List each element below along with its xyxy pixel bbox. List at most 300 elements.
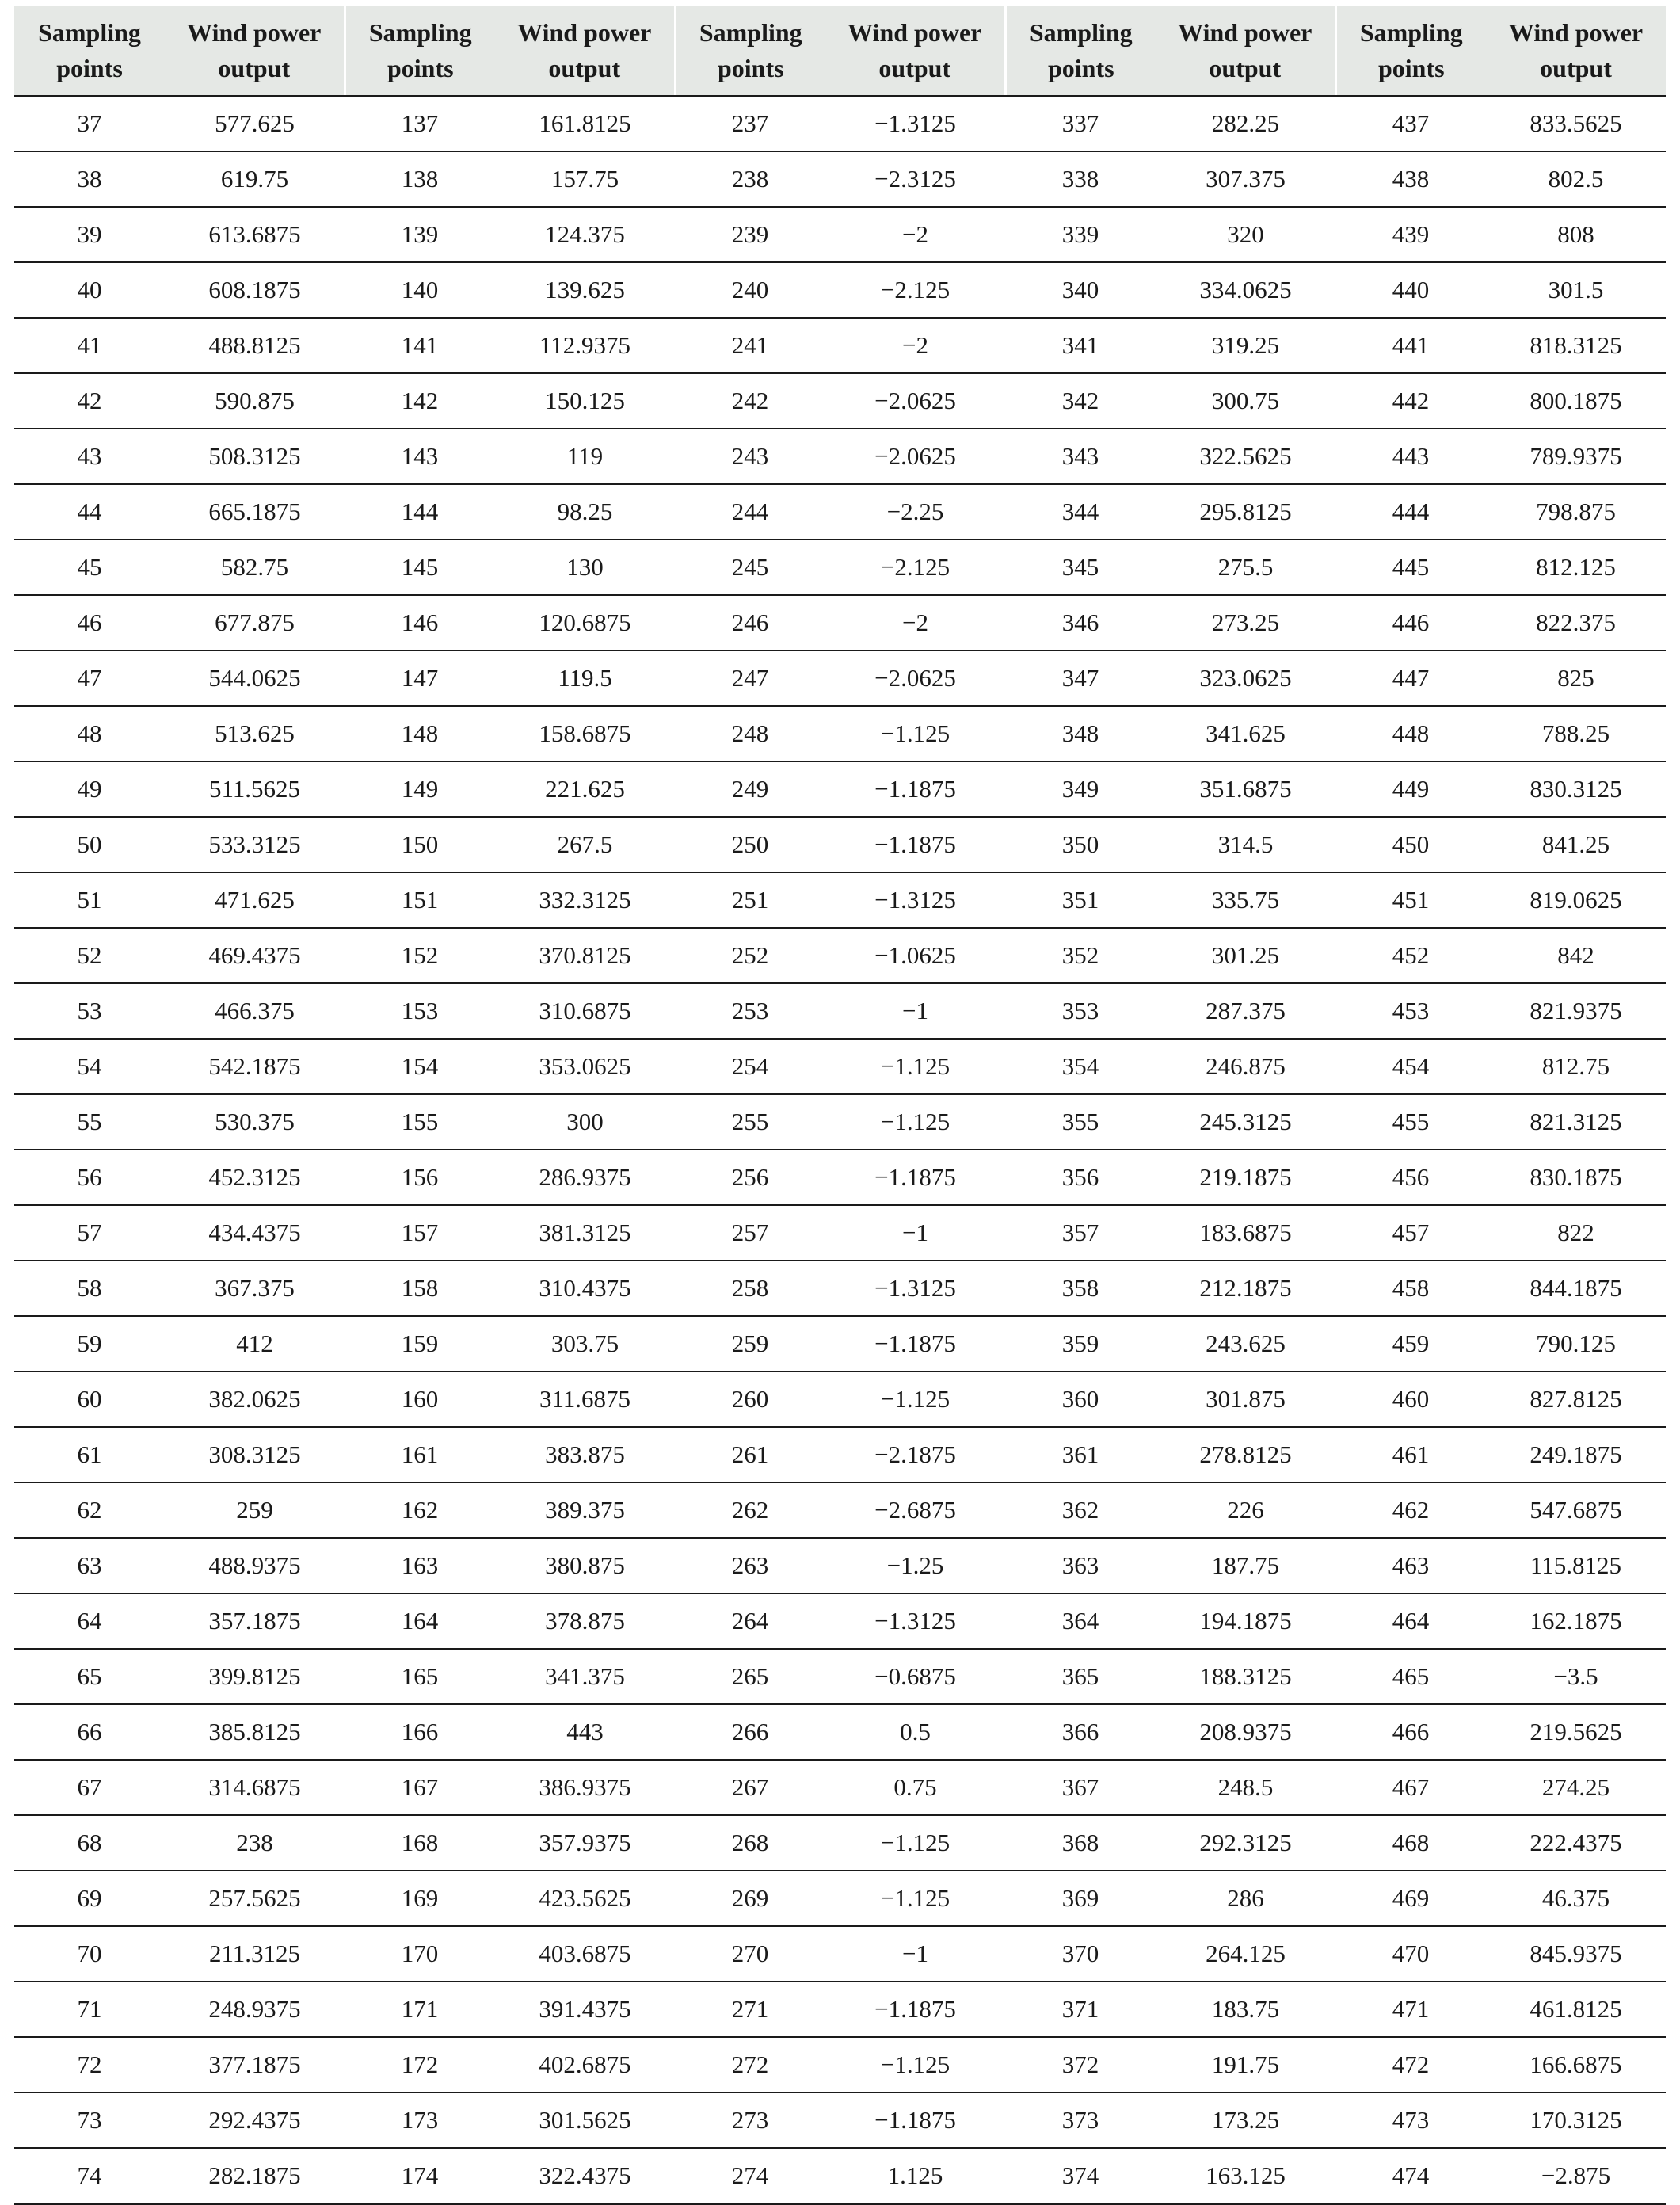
sampling-point-cell: 370 [1005,1926,1156,1982]
wind-power-cell: 544.0625 [165,650,345,706]
wind-power-cell: −1.3125 [825,1261,1005,1316]
sampling-point-cell: 71 [14,1982,165,2037]
wind-power-cell: 334.0625 [1156,262,1335,318]
wind-power-cell: 273.25 [1156,595,1335,650]
wind-power-cell: 112.9375 [495,318,675,373]
sampling-point-cell: 465 [1335,1649,1486,1704]
wind-power-cell: 833.5625 [1486,96,1666,151]
wind-power-cell: 161.8125 [495,96,675,151]
wind-power-cell: 301.875 [1156,1371,1335,1427]
header-sampling-points: Sampling points [345,6,495,96]
table-row [14,706,1666,761]
table-row [14,2037,1666,2092]
wind-power-cell: 590.875 [165,373,345,429]
wind-power-cell: 790.125 [1486,1316,1666,1371]
header-wind-power-output: Wind power output [825,6,1005,96]
sampling-point-cell: 274 [675,2148,825,2203]
sampling-point-cell: 273 [675,2092,825,2148]
table-row [14,1039,1666,1094]
table-row [14,928,1666,983]
sampling-point-cell: 145 [345,540,495,595]
wind-power-cell: −2.0625 [825,429,1005,484]
wind-power-cell: 788.25 [1486,706,1666,761]
wind-power-cell: 351.6875 [1156,761,1335,817]
header-wind-power-output: Wind power output [1156,6,1335,96]
sampling-point-cell: 456 [1335,1150,1486,1205]
sampling-point-cell: 260 [675,1371,825,1427]
wind-power-cell: 257.5625 [165,1871,345,1926]
sampling-point-cell: 42 [14,373,165,429]
wind-power-cell: 844.1875 [1486,1261,1666,1316]
sampling-point-cell: 262 [675,1482,825,1538]
sampling-point-cell: 37 [14,96,165,151]
sampling-point-cell: 168 [345,1815,495,1871]
wind-power-cell: 466.375 [165,983,345,1039]
wind-power-cell: −2.875 [1486,2148,1666,2203]
table-header [14,6,1666,96]
wind-power-cell: 173.25 [1156,2092,1335,2148]
sampling-point-cell: 138 [345,151,495,207]
wind-power-cell: 513.625 [165,706,345,761]
wind-power-cell: 423.5625 [495,1871,675,1926]
sampling-point-cell: 250 [675,817,825,872]
wind-power-cell: 264.125 [1156,1926,1335,1982]
wind-power-cell: 377.1875 [165,2037,345,2092]
sampling-point-cell: 243 [675,429,825,484]
sampling-point-cell: 455 [1335,1094,1486,1150]
sampling-point-cell: 341 [1005,318,1156,373]
sampling-point-cell: 460 [1335,1371,1486,1427]
table-row [14,1704,1666,1760]
sampling-point-cell: 141 [345,318,495,373]
sampling-point-cell: 362 [1005,1482,1156,1538]
sampling-point-cell: 170 [345,1926,495,1982]
sampling-point-cell: 253 [675,983,825,1039]
wind-power-cell: 314.6875 [165,1760,345,1815]
table-row [14,1094,1666,1150]
wind-power-cell: 841.25 [1486,817,1666,872]
table-row [14,761,1666,817]
wind-power-cell: 183.6875 [1156,1205,1335,1261]
sampling-point-cell: 270 [675,1926,825,1982]
sampling-point-cell: 346 [1005,595,1156,650]
wind-power-cell: 310.4375 [495,1261,675,1316]
sampling-point-cell: 468 [1335,1815,1486,1871]
sampling-point-cell: 44 [14,484,165,540]
sampling-point-cell: 66 [14,1704,165,1760]
sampling-point-cell: 256 [675,1150,825,1205]
table-body [14,96,1666,2203]
wind-power-cell: 822.375 [1486,595,1666,650]
wind-power-cell: −1.1875 [825,1150,1005,1205]
sampling-point-cell: 55 [14,1094,165,1150]
sampling-point-cell: 72 [14,2037,165,2092]
table-row [14,1205,1666,1261]
sampling-point-cell: 58 [14,1261,165,1316]
wind-power-cell: 613.6875 [165,207,345,262]
table-row [14,207,1666,262]
wind-power-cell: 246.875 [1156,1039,1335,1094]
table-row [14,1538,1666,1593]
table-row [14,1760,1666,1815]
sampling-point-cell: 140 [345,262,495,318]
sampling-point-cell: 38 [14,151,165,207]
wind-power-cell: −1.25 [825,1538,1005,1593]
wind-power-cell: −2.6875 [825,1482,1005,1538]
table-row [14,2092,1666,2148]
sampling-point-cell: 265 [675,1649,825,1704]
sampling-point-cell: 70 [14,1926,165,1982]
wind-power-cell: 471.625 [165,872,345,928]
wind-power-cell: 488.9375 [165,1538,345,1593]
sampling-point-cell: 169 [345,1871,495,1926]
table-row [14,1150,1666,1205]
wind-power-cell: 830.3125 [1486,761,1666,817]
wind-power-cell: −1.3125 [825,872,1005,928]
wind-power-cell: 367.375 [165,1261,345,1316]
wind-power-cell: −1.1875 [825,1982,1005,2037]
wind-power-cell: 162.1875 [1486,1593,1666,1649]
sampling-point-cell: 339 [1005,207,1156,262]
wind-power-cell: 608.1875 [165,262,345,318]
sampling-point-cell: 340 [1005,262,1156,318]
sampling-point-cell: 374 [1005,2148,1156,2203]
header-wind-power-output: Wind power output [1486,6,1666,96]
sampling-point-cell: 242 [675,373,825,429]
wind-power-cell: 130 [495,540,675,595]
sampling-point-cell: 358 [1005,1261,1156,1316]
wind-power-cell: 158.6875 [495,706,675,761]
sampling-point-cell: 266 [675,1704,825,1760]
wind-power-cell: 303.75 [495,1316,675,1371]
sampling-point-cell: 351 [1005,872,1156,928]
wind-power-cell: 582.75 [165,540,345,595]
wind-power-cell: 295.8125 [1156,484,1335,540]
sampling-point-cell: 51 [14,872,165,928]
sampling-point-cell: 43 [14,429,165,484]
wind-power-cell: 533.3125 [165,817,345,872]
sampling-point-cell: 259 [675,1316,825,1371]
sampling-point-cell: 163 [345,1538,495,1593]
wind-power-cell: 677.875 [165,595,345,650]
sampling-point-cell: 73 [14,2092,165,2148]
wind-power-cell: 812.75 [1486,1039,1666,1094]
wind-power-cell: 307.375 [1156,151,1335,207]
wind-power-cell: 282.1875 [165,2148,345,2203]
table-row [14,429,1666,484]
sampling-point-cell: 342 [1005,373,1156,429]
wind-power-cell: 150.125 [495,373,675,429]
wind-power-cell: 412 [165,1316,345,1371]
table-row [14,983,1666,1039]
sampling-point-cell: 153 [345,983,495,1039]
sampling-point-cell: 64 [14,1593,165,1649]
sampling-point-cell: 54 [14,1039,165,1094]
wind-power-cell: −2.0625 [825,650,1005,706]
table-row [14,1871,1666,1926]
wind-power-cell: 314.5 [1156,817,1335,872]
sampling-point-cell: 249 [675,761,825,817]
sampling-point-cell: 474 [1335,2148,1486,2203]
wind-power-cell: 802.5 [1486,151,1666,207]
wind-power-cell: 323.0625 [1156,650,1335,706]
wind-power-cell: −1.125 [825,1094,1005,1150]
table-row [14,96,1666,151]
sampling-point-cell: 255 [675,1094,825,1150]
wind-power-cell: 341.625 [1156,706,1335,761]
sampling-point-cell: 152 [345,928,495,983]
table-row [14,595,1666,650]
sampling-point-cell: 443 [1335,429,1486,484]
wind-power-cell: 0.75 [825,1760,1005,1815]
wind-power-cell: −1.125 [825,1371,1005,1427]
sampling-point-cell: 41 [14,318,165,373]
wind-power-cell: 341.375 [495,1649,675,1704]
table-row [14,2148,1666,2203]
sampling-point-cell: 466 [1335,1704,1486,1760]
wind-power-cell: 842 [1486,928,1666,983]
sampling-point-cell: 437 [1335,96,1486,151]
sampling-point-cell: 459 [1335,1316,1486,1371]
sampling-point-cell: 46 [14,595,165,650]
sampling-point-cell: 363 [1005,1538,1156,1593]
wind-power-cell: 194.1875 [1156,1593,1335,1649]
wind-power-cell: 238 [165,1815,345,1871]
sampling-point-cell: 356 [1005,1150,1156,1205]
wind-power-cell: 221.625 [495,761,675,817]
wind-power-cell: 163.125 [1156,2148,1335,2203]
wind-power-cell: 322.5625 [1156,429,1335,484]
wind-power-cell: 212.1875 [1156,1261,1335,1316]
wind-power-cell: 170.3125 [1486,2092,1666,2148]
wind-power-cell: 98.25 [495,484,675,540]
wind-power-cell: 386.9375 [495,1760,675,1815]
sampling-point-cell: 353 [1005,983,1156,1039]
sampling-point-cell: 438 [1335,151,1486,207]
wind-power-cell: 301.5625 [495,2092,675,2148]
sampling-point-cell: 149 [345,761,495,817]
sampling-point-cell: 252 [675,928,825,983]
wind-power-cell: −1.3125 [825,1593,1005,1649]
sampling-point-cell: 244 [675,484,825,540]
sampling-point-cell: 49 [14,761,165,817]
sampling-point-cell: 167 [345,1760,495,1815]
wind-power-cell: 248.9375 [165,1982,345,2037]
sampling-point-cell: 348 [1005,706,1156,761]
wind-power-cell: 310.6875 [495,983,675,1039]
table-row [14,1371,1666,1427]
wind-power-cell: −2 [825,595,1005,650]
sampling-point-cell: 469 [1335,1871,1486,1926]
wind-power-cell: 399.8125 [165,1649,345,1704]
sampling-point-cell: 467 [1335,1760,1486,1815]
wind-power-cell: 119 [495,429,675,484]
wind-power-cell: −1 [825,983,1005,1039]
wind-power-cell: 385.8125 [165,1704,345,1760]
sampling-point-cell: 154 [345,1039,495,1094]
wind-power-cell: 124.375 [495,207,675,262]
wind-power-cell: 120.6875 [495,595,675,650]
wind-power-cell: 812.125 [1486,540,1666,595]
sampling-point-cell: 373 [1005,2092,1156,2148]
sampling-point-cell: 349 [1005,761,1156,817]
table-row [14,872,1666,928]
table-row [14,1427,1666,1482]
wind-power-cell: 577.625 [165,96,345,151]
sampling-point-cell: 162 [345,1482,495,1538]
wind-power-cell: −1 [825,1926,1005,1982]
table-row [14,1926,1666,1982]
sampling-point-cell: 68 [14,1815,165,1871]
sampling-point-cell: 172 [345,2037,495,2092]
wind-power-cell: 211.3125 [165,1926,345,1982]
sampling-point-cell: 352 [1005,928,1156,983]
sampling-point-cell: 471 [1335,1982,1486,2037]
sampling-point-cell: 159 [345,1316,495,1371]
sampling-point-cell: 166 [345,1704,495,1760]
header-sampling-points: Sampling points [1005,6,1156,96]
sampling-point-cell: 338 [1005,151,1156,207]
wind-power-cell: 166.6875 [1486,2037,1666,2092]
sampling-point-cell: 63 [14,1538,165,1593]
table-row [14,1815,1666,1871]
wind-power-cell: −2 [825,207,1005,262]
sampling-point-cell: 445 [1335,540,1486,595]
wind-power-cell: 249.1875 [1486,1427,1666,1482]
wind-power-cell: −1.1875 [825,1316,1005,1371]
wind-power-cell: 301.5 [1486,262,1666,318]
wind-power-cell: 115.8125 [1486,1538,1666,1593]
header-row [14,6,1666,96]
wind-power-cell: −1.125 [825,706,1005,761]
sampling-point-cell: 442 [1335,373,1486,429]
wind-power-cell: −1.3125 [825,96,1005,151]
wind-power-cell: 286.9375 [495,1150,675,1205]
wind-power-cell: 403.6875 [495,1926,675,1982]
wind-power-cell: −3.5 [1486,1649,1666,1704]
sampling-point-cell: 360 [1005,1371,1156,1427]
wind-power-cell: 542.1875 [165,1039,345,1094]
sampling-point-cell: 57 [14,1205,165,1261]
sampling-point-cell: 261 [675,1427,825,1482]
wind-power-cell: −2.25 [825,484,1005,540]
sampling-point-cell: 67 [14,1760,165,1815]
sampling-point-cell: 142 [345,373,495,429]
wind-power-cell: 383.875 [495,1427,675,1482]
sampling-point-cell: 69 [14,1871,165,1926]
wind-power-cell: 798.875 [1486,484,1666,540]
table-row [14,1316,1666,1371]
table-row [14,1261,1666,1316]
sampling-point-cell: 440 [1335,262,1486,318]
sampling-point-cell: 452 [1335,928,1486,983]
sampling-point-cell: 158 [345,1261,495,1316]
sampling-point-cell: 59 [14,1316,165,1371]
wind-power-cell: 222.4375 [1486,1815,1666,1871]
sampling-point-cell: 343 [1005,429,1156,484]
wind-power-cell: 665.1875 [165,484,345,540]
sampling-point-cell: 269 [675,1871,825,1926]
wind-power-cell: 274.25 [1486,1760,1666,1815]
wind-power-cell: 818.3125 [1486,318,1666,373]
sampling-point-cell: 237 [675,96,825,151]
table-row [14,151,1666,207]
wind-power-cell: 357.9375 [495,1815,675,1871]
wind-power-cell: 461.8125 [1486,1982,1666,2037]
sampling-point-cell: 144 [345,484,495,540]
table-row [14,484,1666,540]
table-row [14,1982,1666,2037]
wind-power-cell: 245.3125 [1156,1094,1335,1150]
sampling-point-cell: 264 [675,1593,825,1649]
table-row [14,262,1666,318]
sampling-point-cell: 53 [14,983,165,1039]
sampling-point-cell: 247 [675,650,825,706]
wind-power-cell: 286 [1156,1871,1335,1926]
sampling-point-cell: 74 [14,2148,165,2203]
sampling-point-cell: 365 [1005,1649,1156,1704]
wind-power-cell: 275.5 [1156,540,1335,595]
sampling-point-cell: 371 [1005,1982,1156,2037]
sampling-point-cell: 161 [345,1427,495,1482]
wind-power-cell: 157.75 [495,151,675,207]
wind-power-cell: 332.3125 [495,872,675,928]
sampling-point-cell: 254 [675,1039,825,1094]
wind-power-cell: 335.75 [1156,872,1335,928]
sampling-point-cell: 146 [345,595,495,650]
sampling-point-cell: 240 [675,262,825,318]
sampling-point-cell: 137 [345,96,495,151]
wind-power-cell: −1.125 [825,1871,1005,1926]
sampling-point-cell: 457 [1335,1205,1486,1261]
sampling-point-cell: 148 [345,706,495,761]
sampling-point-cell: 359 [1005,1316,1156,1371]
sampling-point-cell: 61 [14,1427,165,1482]
wind-power-table [14,6,1666,2205]
wind-power-cell: −1.125 [825,1039,1005,1094]
wind-power-cell: 353.0625 [495,1039,675,1094]
sampling-point-cell: 257 [675,1205,825,1261]
sampling-point-cell: 364 [1005,1593,1156,1649]
sampling-point-cell: 151 [345,872,495,928]
sampling-point-cell: 458 [1335,1261,1486,1316]
sampling-point-cell: 139 [345,207,495,262]
sampling-point-cell: 345 [1005,540,1156,595]
sampling-point-cell: 449 [1335,761,1486,817]
wind-power-cell: 380.875 [495,1538,675,1593]
sampling-point-cell: 165 [345,1649,495,1704]
wind-power-cell: 300 [495,1094,675,1150]
wind-power-cell: −1.125 [825,2037,1005,2092]
table-row [14,1593,1666,1649]
sampling-point-cell: 464 [1335,1593,1486,1649]
wind-power-cell: 259 [165,1482,345,1538]
table-row [14,817,1666,872]
table-row [14,1649,1666,1704]
sampling-point-cell: 472 [1335,2037,1486,2092]
wind-power-cell: −1 [825,1205,1005,1261]
sampling-point-cell: 160 [345,1371,495,1427]
wind-power-cell: 46.375 [1486,1871,1666,1926]
wind-power-cell: 187.75 [1156,1538,1335,1593]
sampling-point-cell: 171 [345,1982,495,2037]
wind-power-cell: 357.1875 [165,1593,345,1649]
header-sampling-points: Sampling points [14,6,165,96]
sampling-point-cell: 39 [14,207,165,262]
sampling-point-cell: 451 [1335,872,1486,928]
sampling-point-cell: 62 [14,1482,165,1538]
sampling-point-cell: 52 [14,928,165,983]
